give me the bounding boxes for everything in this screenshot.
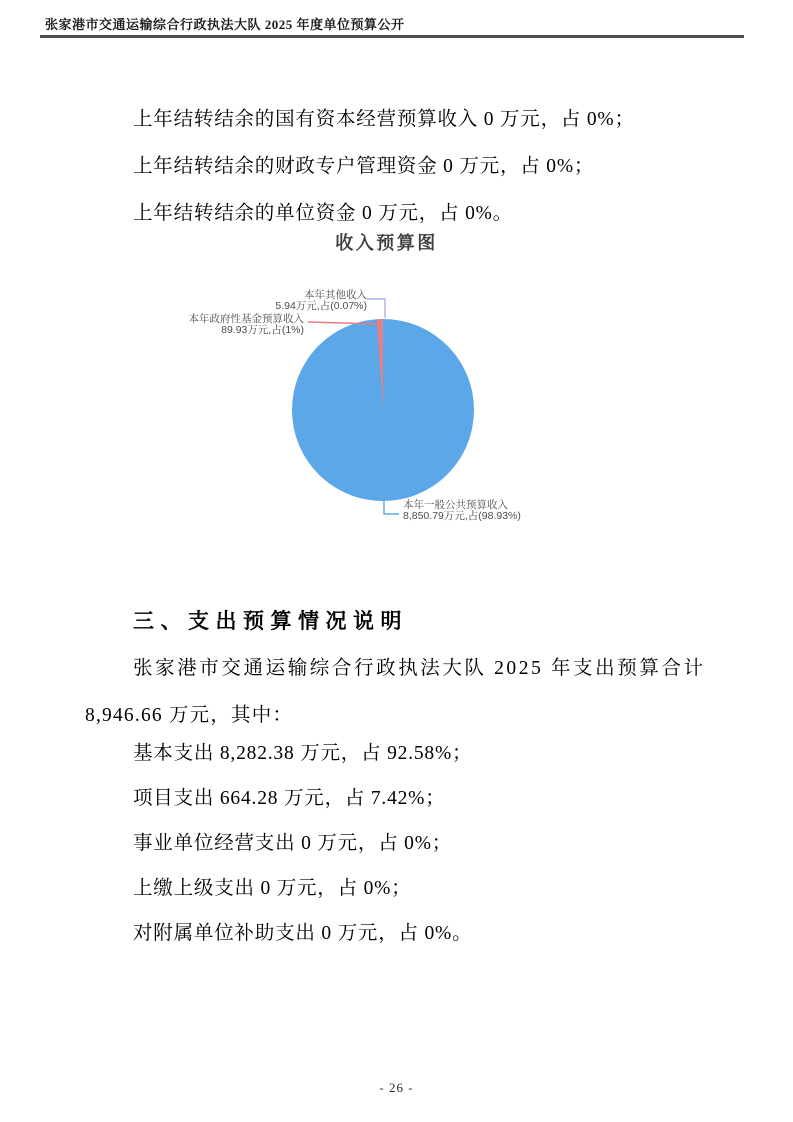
income-line-unit-funds: 上年结转结余的单位资金 0 万元，占 0%。 bbox=[133, 203, 513, 224]
income-line-fiscal-account: 上年结转结余的财政专户管理资金 0 万元，占 0%； bbox=[133, 156, 595, 177]
pie-label-general-income-value: 8,850.79万元,占(98.93%) bbox=[403, 509, 521, 522]
expense-line-subsidiary: 对附属单位补助支出 0 万元，占 0%。 bbox=[133, 923, 473, 944]
expense-line-business-operation: 事业单位经营支出 0 万元，占 0%； bbox=[133, 833, 453, 854]
pie-label-general-income-name: 本年一般公共预算收入 bbox=[403, 499, 508, 511]
pie-label-gov-fund-income bbox=[189, 314, 305, 335]
income-line-state-capital: 上年结转结余的国有资本经营预算收入 0 万元，占 0%； bbox=[133, 109, 635, 130]
pie-label-general-income bbox=[403, 500, 521, 521]
chart-title: 收入预算图 bbox=[335, 233, 438, 253]
expense-line-basic: 基本支出 8,282.38 万元，占 92.58%； bbox=[133, 743, 473, 764]
pie-slices-group bbox=[292, 319, 474, 501]
expense-paragraph-line1: 张家港市交通运输综合行政执法大队 2025 年支出预算合计 bbox=[133, 658, 706, 679]
pie-label-other-income-value: 5.94万元,占(0.07%) bbox=[275, 299, 367, 312]
header-title: 张家港市交通运输综合行政执法大队 2025 年度单位预算公开 bbox=[45, 17, 405, 32]
leader-line-other-income bbox=[367, 299, 385, 318]
page-number: - 26 - bbox=[379, 1080, 414, 1095]
pie-label-gov-fund-income-name: 本年政府性基金预算收入 bbox=[188, 313, 304, 325]
expense-line-project: 项目支出 664.28 万元，占 7.42%； bbox=[133, 788, 446, 809]
section-heading-expense: 三、支出预算情况说明 bbox=[133, 609, 408, 633]
header-rule bbox=[40, 35, 744, 38]
expense-paragraph-line2: 8,946.66 万元，其中： bbox=[85, 705, 294, 726]
expense-line-upper-level: 上缴上级支出 0 万元，占 0%； bbox=[133, 878, 412, 899]
pie-label-other-income bbox=[275, 290, 367, 311]
pie-label-other-income-name: 本年其他收入 bbox=[304, 289, 367, 301]
pie-label-gov-fund-income-value: 89.93万元,占(1%) bbox=[221, 323, 304, 336]
